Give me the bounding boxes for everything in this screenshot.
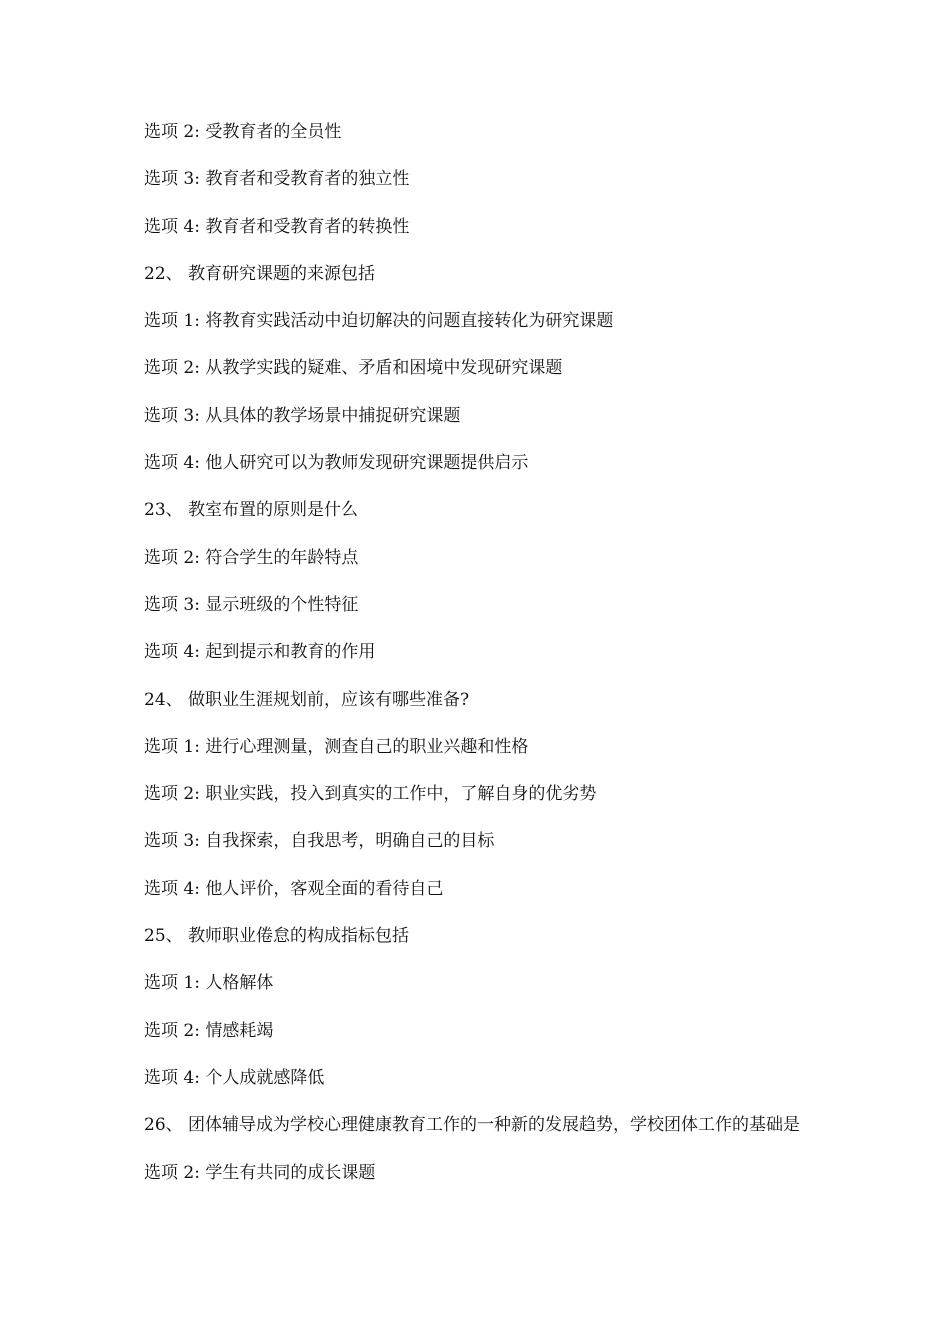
option-line: 选项 2: 学生有共同的成长课题 [144, 1162, 376, 1183]
question-line: 24、 做职业生涯规划前，应该有哪些准备? [144, 689, 470, 710]
option-line: 选项 4: 起到提示和教育的作用 [144, 642, 376, 663]
document-body [144, 120, 814, 1208]
option-line: 选项 3: 从具体的教学场景中捕捉研究课题 [144, 405, 461, 426]
option-line: 选项 3: 自我探索，自我思考，明确自己的目标 [144, 831, 495, 852]
option-line: 选项 4: 个人成就感降低 [144, 1067, 325, 1088]
question-line: 23、 教室布置的原则是什么 [144, 500, 359, 521]
option-line: 选项 2: 从教学实践的疑难、矛盾和困境中发现研究课题 [144, 358, 563, 379]
option-line: 选项 1: 将教育实践活动中迫切解决的问题直接转化为研究课题 [144, 311, 614, 332]
option-line: 选项 2: 符合学生的年龄特点 [144, 547, 359, 568]
option-line: 选项 2: 受教育者的全员性 [144, 122, 342, 142]
question-line: 22、 教育研究课题的来源包括 [144, 263, 376, 284]
option-line: 选项 4: 他人评价，客观全面的看待自己 [144, 878, 444, 899]
question-line: 26、 团体辅导成为学校心理健康教育工作的一种新的发展趋势，学校团体工作的基础是 [144, 1115, 801, 1136]
option-line: 选项 1: 人格解体 [144, 973, 274, 994]
question-line: 25、 教师职业倦怠的构成指标包括 [144, 926, 410, 947]
option-line: 选项 1: 进行心理测量，测查自己的职业兴趣和性格 [144, 736, 529, 757]
option-line: 选项 4: 教育者和受教育者的转换性 [144, 216, 410, 237]
option-line: 选项 2: 职业实践，投入到真实的工作中，了解自身的优劣势 [144, 784, 597, 805]
option-line: 选项 3: 教育者和受教育者的独立性 [144, 169, 410, 190]
option-line: 选项 3: 显示班级的个性特征 [144, 594, 359, 615]
option-line: 选项 2: 情感耗竭 [144, 1020, 274, 1041]
option-line: 选项 4: 他人研究可以为教师发现研究课题提供启示 [144, 453, 529, 474]
